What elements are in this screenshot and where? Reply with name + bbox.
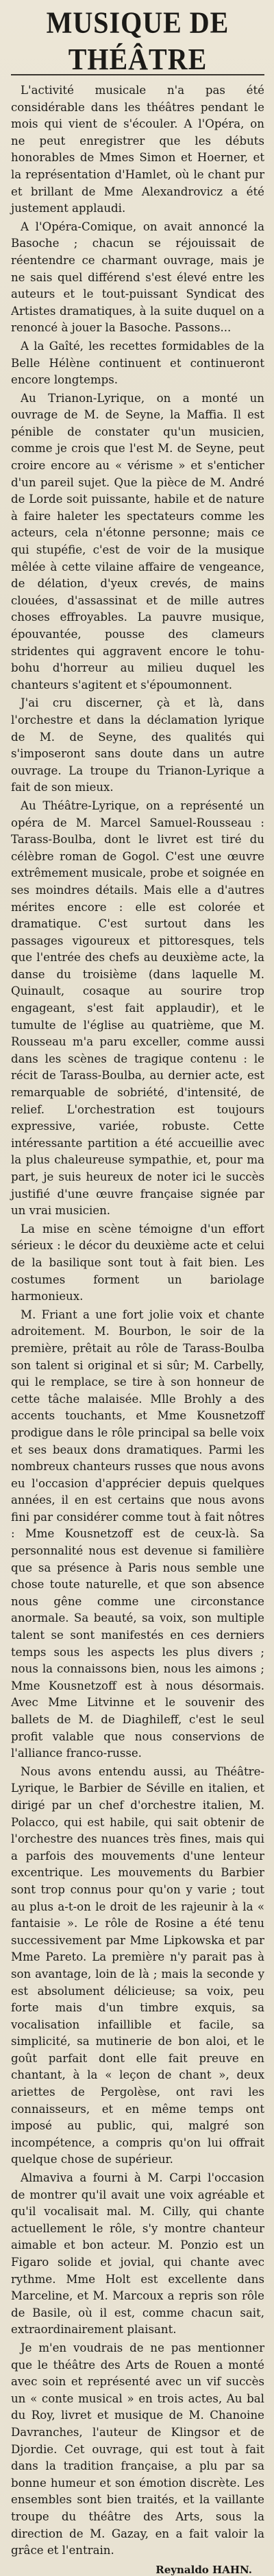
article-title: MUSIQUE DE THÉÂTRE [46,5,229,77]
article-paragraph: Almaviva a fourni à M. Carpi l'occasion de montrer qu'il avait une voix agréable et qu'il vocalisait mal. M. Cilly, qui chante actuellement le rôle, s'y montre chanteur aimable et bon acteur. M. Ponzio est un Figaro solide et jovial, qui chante avec rythme. Mme Holt est excellente dans Marceline, et M. Marcoux a repris son rôle de Basile, où il est, comme chacun sait, extraordinairement plaisant. [11,2171,264,2337]
author-signature: Reynaldo HAHN. [155,2563,252,2576]
article-paragraph: Je m'en voudrais de ne pas mentionner que le théâtre des Arts de Rouen a monté avec soin et représenté avec un vif succès un « conte musical » en trois actes, Au bal du Roy, livret et musique de M. Chanoine Davranches, l'auteur de Klingsor et de Djordie. Cet ouvrage, qui est tout à fait dans la tradition française, a plu par sa bonne humeur et son émotion discrète. Les ensembles sont bien traités, et la vaillante troupe du théâtre des Arts, sous la direction de M. Gazay, en a fait valoir la grâce et l'entrain. [11,2341,264,2557]
article-paragraph: Au Théâtre-Lyrique, on a représenté un opéra de M. Marcel Samuel-Rousseau : Tarass-Boulba, dont le livret est tiré du célèbre roman de Gogol. C'est une œuvre extrêmement musicale, probe et soignée en ses moindres détails. Mais elle a d'autres mérites encore : elle est colorée et dramatique. C'est surtout dans les passages vigoureux et pittoresques, tels que l'entrée des chefs au deuxième acte, la danse du troisième (dans laquelle M. Quinault, cosaque au sourire trop engageant, s'est fait applaudir), et le tumulte de l'église au quatrième, que M. Rousseau m'a paru exceller, comme aussi dans les scènes de tragique contenu : le récit de Tarass-Boulba, au dernier acte, est remarquable de sobriété, d'intensité, de relief. L'orchestration est toujours expressive, variée, robuste. Cette intéressante partition a été accueillie avec la plus chaleureuse sympathie, et, pour ma part, je suis heureux de noter ici le succès justifié d'une œuvre française signée par un vrai musicien. [11,799,264,1218]
article-paragraph: J'ai cru discerner, çà et là, dans l'orchestre et dans la déclamation lyrique de M. de Seyne, des qualités qui s'imposeront sans doute dans un autre ouvrage. La troupe du Trianon-Lyrique a fait de son mieux. [11,696,264,794]
article-paragraph: L'activité musicale n'a pas été considérable dans les théâtres pendant le mois qui vient de s'écouler. A l'Opéra, on ne peut enregistrer que les débuts honorables de Mmes Simon et Hoerner, et la représentation d'Hamlet, où le chant pur et brillant de Mme Alexandrovicz a été justement applaudi. [11,84,264,215]
article-paragraph: Nous avons entendu aussi, au Théâtre-Lyrique, le Barbier de Séville en italien, et dirigé par un chef d'orchestre italien, M. Polacco, qui est habile, qui sait obtenir de l'orchestre des nuances très fines, mais qui a parfois des mouvements d'une lenteur excentrique. Les mouvements du Barbier sont trop connus pour qu'on y varie ; tout au plus a-t-on le droit de les rajeunir à la « fantaisie ». Le rôle de Rosine a été tenu successivement par Mme Lipkowska et par Mme Pareto. La première n'y parait pas à son avantage, loin de là ; mais la seconde y est absolument délicieuse; sa voix, peu forte mais d'un timbre exquis, sa vocalisation infaillible et facile, sa simplicité, sa mutinerie de bon aloi, et le goût parfait dont elle fait preuve en chantant, à la « leçon de chant », deux ariettes de Pergolèse, ont ravi les connaisseurs, et en même temps ont imposé au public, qui, malgré son incompétence, a compris qu'on lui offrait quelque chose de supérieur. [11,1764,264,2166]
article-paragraph: Au Trianon-Lyrique, on a monté un ouvrage de M. de Seyne, la Maffia. Il est pénible de constater qu'un musicien, comme je crois que l'est M. de Seyne, peut croire encore au « vérisme » et s'enticher d'un pareil sujet. Que la pièce de M. André de Lorde soit puissante, habile et de nature à faire haleter les spectateurs comme les acteurs, cela n'étonne personne; mais ce qui stupéfie, c'est de voir de la musique mêlée à cette vilaine affaire de vengeance, de délation, d'yeux crevés, de mains clouées, d'assassinat et de mille autres choses effroyables. La pauvre musique, épouvantée, pousse des clameurs stridentes qui aggravent encore le tohu-bohu d'horreur au milieu duquel les chanteurs s'agitent et s'époumonnent. [11,391,264,692]
article-paragraph: M. Friant a une fort jolie voix et chante adroitement. M. Bourbon, le soir de la première, prêtait au rôle de Tarass-Boulba son talent si original et si sûr; M. Carbelly, qui le remplace, se tire à son honneur de cette tâche malaisée. Mlle Brohly a des accents touchants, et Mme Kousnetzoff prodigue dans le rôle principal sa belle voix et ses beaux dons dramatiques. Parmi les nombreux chanteurs russes que nous avons eu l'occasion d'apprécier depuis quelques années, il en est certains que nous avons fini par considérer comme tout à fait nôtres : Mme Kousnetzoff est de ceux-là. Sa personnalité nous est devenue si familière que sa présence à Paris nous semble une chose toute naturelle, et que son absence nous gêne comme une circonstance anormale. Sa beauté, sa voix, son multiple talent se sont manifestés en ces derniers temps sous les aspects les plus divers ; nous la connaissons bien, nous les aimons ; Mme Kousnetzoff est à nous désormais. Avec Mme Litvinne et le souvenir des ballets de M. de Diaghileff, c'est le seul profit valable que nous conservions de l'alliance franco-russe. [11,1308,264,1760]
article-paragraph: A l'Opéra-Comique, on avait annoncé la Basoche ; chacun se réjouissait de réentendre ce charmant ouvrage, mais je ne sais quel différend s'est élevé entre les auteurs et le tout-puissant Syndicat des Artistes dramatiques, à la suite duquel on a renoncé à jouer la Basoche. Passons... [11,220,264,335]
article-paragraph: La mise en scène témoigne d'un effort sérieux : le décor du deuxième acte et celui de la basilique sont tout à fait bien. Les costumes forment un bariolage harmonieux. [11,1222,264,1303]
article-paragraph: A la Gaîté, les recettes formidables de la Belle Hélène continuent et continueront encore longtemps. [11,339,264,387]
article-body [11,82,264,2560]
